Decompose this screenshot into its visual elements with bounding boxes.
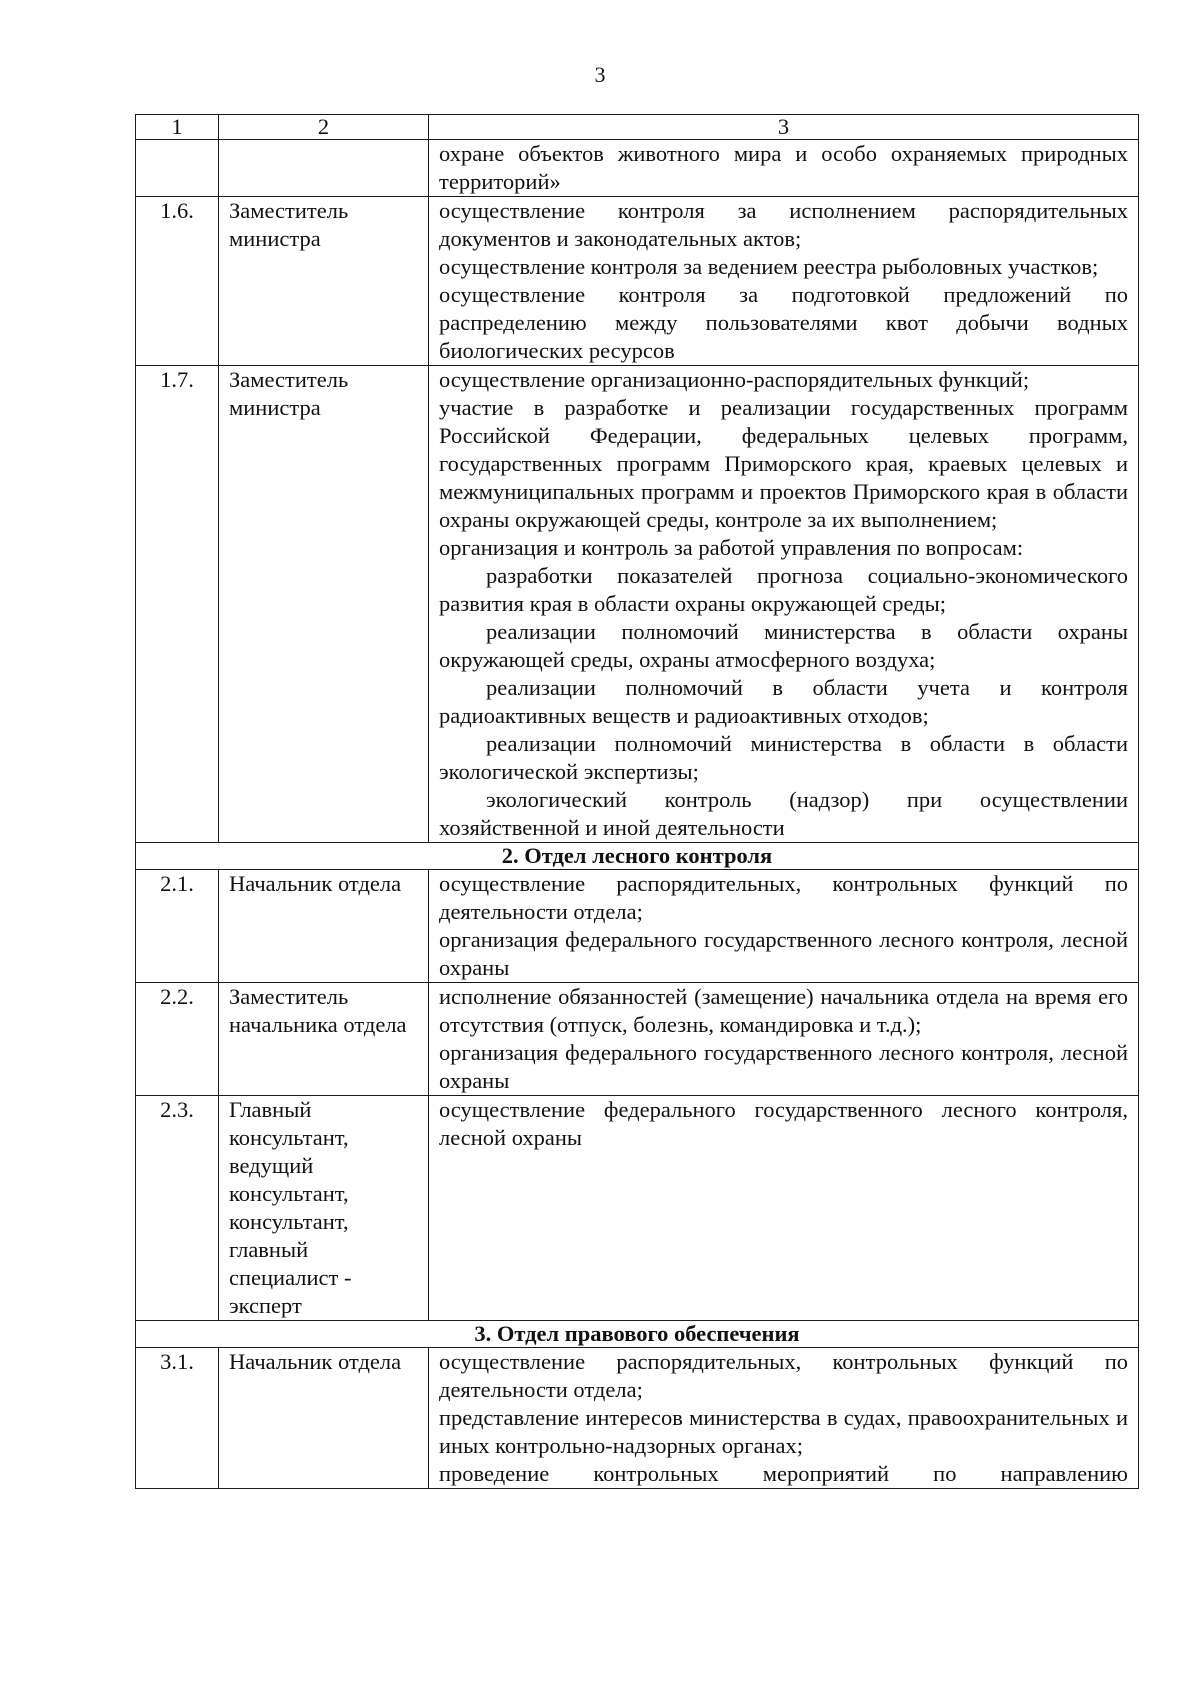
column-header: 1 <box>136 115 219 140</box>
duties-cell <box>429 197 1139 366</box>
table-row <box>136 1096 1139 1321</box>
duty-text: организация федерального государственного лесного контроля, лесной охраны <box>439 1040 1128 1093</box>
duty-text: реализации полномочий министерства в области охраны окружающей среды, охраны атмосферного воздуха; <box>439 619 1128 672</box>
duty-text: экологический контроль (надзор) при осуществлении хозяйственной и иной деятельности <box>439 787 1128 840</box>
duty-text: осуществление контроля за исполнением распорядительных документов и законодательных актов; <box>439 198 1128 251</box>
row-number: 1.6. <box>136 197 219 366</box>
duty-text: участие в разработке и реализации государственных программ Российской Федерации, федеральных целевых программ, государственных программ Приморского края, краевых целевых и межмуниципальных программ и проектов Приморского края в области охраны окружающей среды, контроле за их выполнением; <box>439 395 1128 532</box>
table-row <box>136 366 1139 843</box>
table-row <box>136 870 1139 983</box>
row-number: 2.2. <box>136 983 219 1096</box>
row-number-cell <box>136 140 219 197</box>
duty-text: проведение контрольных мероприятий по направлению <box>439 1461 1128 1486</box>
duty-text: осуществление контроля за подготовкой предложений по распределению между пользователями квот добычи водных биологических ресурсов <box>439 282 1128 363</box>
duties-cell <box>429 983 1139 1096</box>
section-heading-row <box>136 843 1139 870</box>
duty-text: осуществление распорядительных, контрольных функций по деятельности отдела; <box>439 1349 1128 1402</box>
duty-text: организация и контроль за работой управления по вопросам: <box>439 535 1024 560</box>
row-number: 1.7. <box>136 366 219 843</box>
duties-cell <box>429 1096 1139 1321</box>
section-title: 2. Отдел лесного контроля <box>136 843 1139 870</box>
section-title: 3. Отдел правового обеспечения <box>136 1321 1139 1348</box>
row-number: 3.1. <box>136 1348 219 1489</box>
duties-cell <box>429 366 1139 843</box>
position-title: Заместитель начальника отдела <box>219 983 429 1096</box>
duties-cell <box>429 870 1139 983</box>
duty-text: представление интересов министерства в судах, правоохранительных и иных контрольно-надзорных органах; <box>439 1405 1128 1458</box>
row-number: 2.1. <box>136 870 219 983</box>
duty-text: разработки показателей прогноза социально-экономического развития края в области охраны окружающей среды; <box>439 563 1128 616</box>
duty-text: охране объектов животного мира и особо охраняемых природных территорий» <box>439 141 1128 194</box>
duty-text: исполнение обязанностей (замещение) начальника отдела на время его отсутствия (отпуск, болезнь, командировка и т.д.); <box>439 984 1128 1037</box>
duty-text: осуществление федерального государственного лесного контроля, лесной охраны <box>439 1097 1128 1150</box>
duty-text: осуществление организационно-распорядительных функций; <box>439 367 1030 392</box>
row-number: 2.3. <box>136 1096 219 1321</box>
table-row <box>136 197 1139 366</box>
position-title <box>219 1096 429 1321</box>
column-header: 3 <box>429 115 1139 140</box>
table-row <box>136 983 1139 1096</box>
position-title: Начальник отдела <box>219 870 429 983</box>
position-title: Начальник отдела <box>219 1348 429 1489</box>
section-heading-row <box>136 1321 1139 1348</box>
page-number: 3 <box>594 62 606 87</box>
duty-text: реализации полномочий министерства в области в области экологической экспертизы; <box>439 731 1128 784</box>
table-header-row <box>136 115 1139 140</box>
duties-cell <box>429 1348 1139 1489</box>
duty-text: реализации полномочий в области учета и контроля радиоактивных веществ и радиоактивных отходов; <box>439 675 1128 728</box>
table-row-continuation <box>136 140 1139 197</box>
position-title-text: Главный консультант, ведущий консультант, консультант, главный специалист - эксперт <box>229 1097 352 1318</box>
duties-table <box>135 114 1139 1489</box>
table-row <box>136 1348 1139 1489</box>
duties-cell <box>429 140 1139 197</box>
position-title: Заместитель министра <box>219 197 429 366</box>
position-title: Заместитель министра <box>219 366 429 843</box>
duty-text: осуществление распорядительных, контрольных функций по деятельности отдела; <box>439 871 1128 924</box>
duty-text: осуществление контроля за ведением реестра рыболовных участков; <box>439 254 1099 279</box>
position-cell <box>219 140 429 197</box>
duty-text: организация федерального государственного лесного контроля, лесной охраны <box>439 927 1128 980</box>
column-header: 2 <box>219 115 429 140</box>
